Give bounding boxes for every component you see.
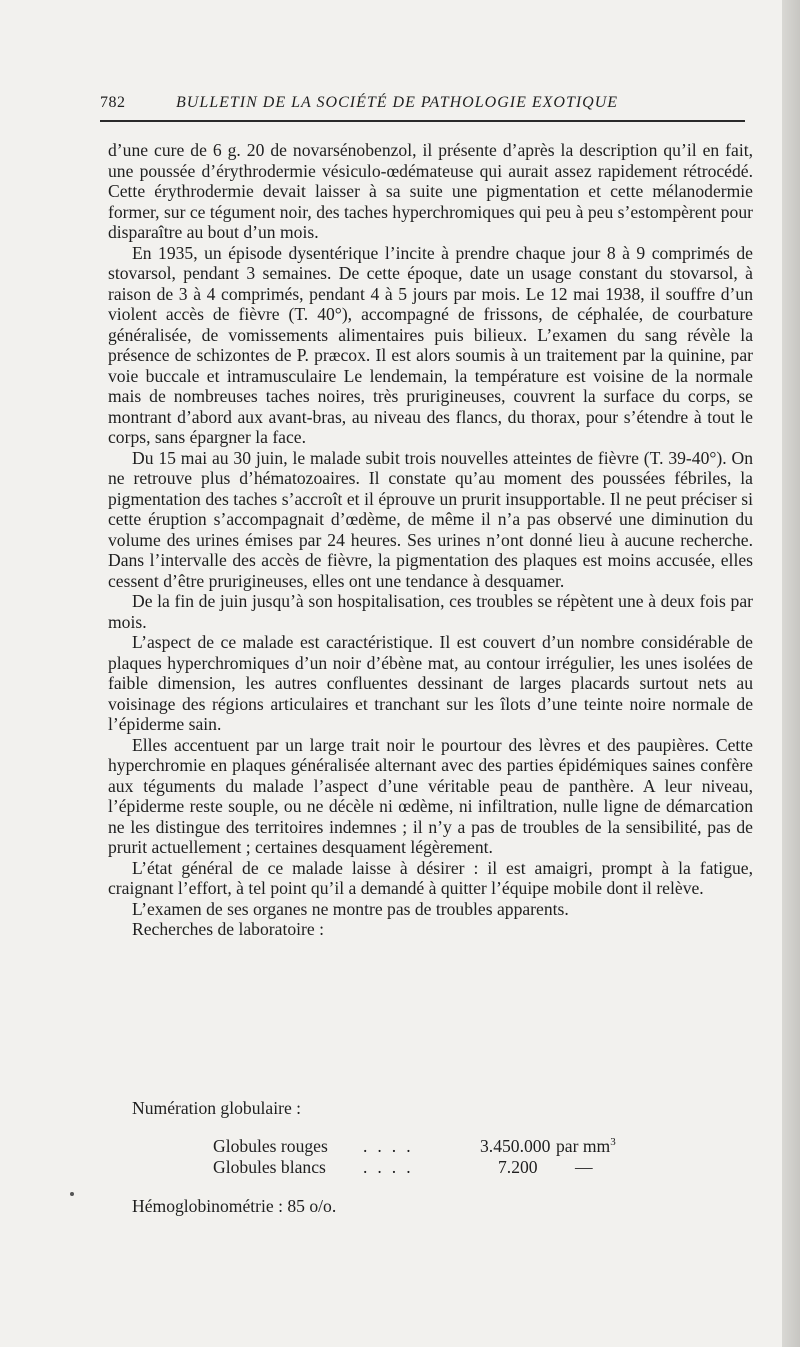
header-rule [100,120,745,122]
row-label: Globules rouges [213,1136,328,1156]
running-title: BULLETIN DE LA SOCIÉTÉ DE PATHOLOGIE EXOTIQUE [176,94,619,111]
paragraph: Elles accentuent par un large trait noir le pourtour des lèvres et des paupières. Cette hyperchromie en plaques généralisée alternant avec des parties épidémiques saines confère aux téguments du malade l’aspect d’une véritable peau de panthère. A leur niveau, l’épiderme reste souple, ou ne décèle ni œdème, ni infiltration, nulle ligne de démarcation ne les distingue des territoires indemnes ; il n’y a pas de troubles de la sensibilité, pas de prurit actuellement ; certaines desquament légèrement. [108,734,753,857]
paragraph: En 1935, un épisode dysentérique l’incite à prendre chaque jour 8 à 9 comprimés de stovarsol, pendant 3 semaines. De cette époque, date un usage constant du stovarsol, à raison de 3 à 4 comprimés, pendant 4 à 5 jours par mois. Le 12 mai 1938, il souffre d’un violent accès de fièvre (T. 40°), accompagné de frissons, de céphalée, de courbature généralisée, de vomissements alimentaires puis bilieux. L’examen du sang révèle la présence de schizontes de P. præcox. Il est alors soumis à un traitement par la quinine, par voie buccale et intramusculaire Le lendemain, la température est voisine de la normale mais de nombreuses taches noires, très prurigineuses, couvrent la surface du corps, se montrant d’abord aux avant-bras, au niveau des flancs, du thorax, pour s’étendre à tout le corps, sans épargner la face. [108,242,753,447]
ink-spot [70,1192,74,1196]
paragraph: De la fin de juin jusqu’à son hospitalisation, ces troubles se répètent une à deux fois par mois. [108,591,753,632]
row-value: 3.450.000 [480,1136,551,1156]
paragraph: L’examen de ses organes ne montre pas de troubles apparents. [132,898,569,919]
paragraph: d’une cure de 6 g. 20 de novarsénobenzol, il présente d’après la description qu’il en fait, une poussée d’érythrodermie vésiculo-œdémateuse qui aurait assez rapidement rétrocédé. Cette érythrodermie devait laisser à sa suite une pigmentation et cette mélanodermie former, sur ce tégument noir, des taches hyperchromiques qui peu à peu s’estompèrent pour disparaître au bout d’un mois. [108,140,753,242]
paragraph: L’état général de ce malade laisse à désirer : il est amaigri, prompt à la fatigue, craignant l’effort, à tel point qu’il a demandé à quitter l’équipe mobile dont il relève. [108,857,753,898]
hemoglobin-line: Hémoglobinométrie : 85 o/o. [132,1196,337,1216]
row-unit: par $mm^3$ [556,1136,616,1156]
page-number: 782 [100,94,126,111]
page-edge [782,0,800,1347]
row-dots: .... [363,1136,421,1156]
body-text [108,140,753,940]
row-value: 7.200 [498,1157,538,1177]
paragraph: Du 15 mai au 30 juin, le malade subit trois nouvelles atteintes de fièvre (T. 39-40°). On ne retrouve plus d’hématozoaires. Il constate qu’au moment des poussées fébriles, la pigmentation des taches s’accroît et il éprouve un prurit insupportable. Il ne peut préciser si cette éruption s’accompagnait d’œdème, de même il n’a pas observé une diminution du volume des urines émises par 24 heures. Ses urines n’ont donné lieu à aucune recherche. Dans l’intervalle des accès de fièvre, la pigmentation des plaques est moins accusée, elles cessent d’être prurigineuses, elles ont une tendance à desquamer. [108,447,753,591]
paragraph: Recherches de laboratoire : [132,919,324,939]
row-unit: — [575,1157,593,1177]
row-label: Globules blancs [213,1157,326,1177]
paragraph: L’aspect de ce malade est caractéristique. Il est couvert d’un nombre considérable de plaques hyperchromiques d’un noir d’ébène mat, au contour irrégulier, les unes isolées de faible dimension, les autres confluentes dessinant de larges placards surtout nets au voisinage des régions articulaires et tranchant sur les îlots d’une teinte noire normale de l’épiderme sain. [108,632,753,734]
numeration-label: Numération globulaire : [132,1098,302,1118]
row-dots: .... [363,1157,421,1177]
